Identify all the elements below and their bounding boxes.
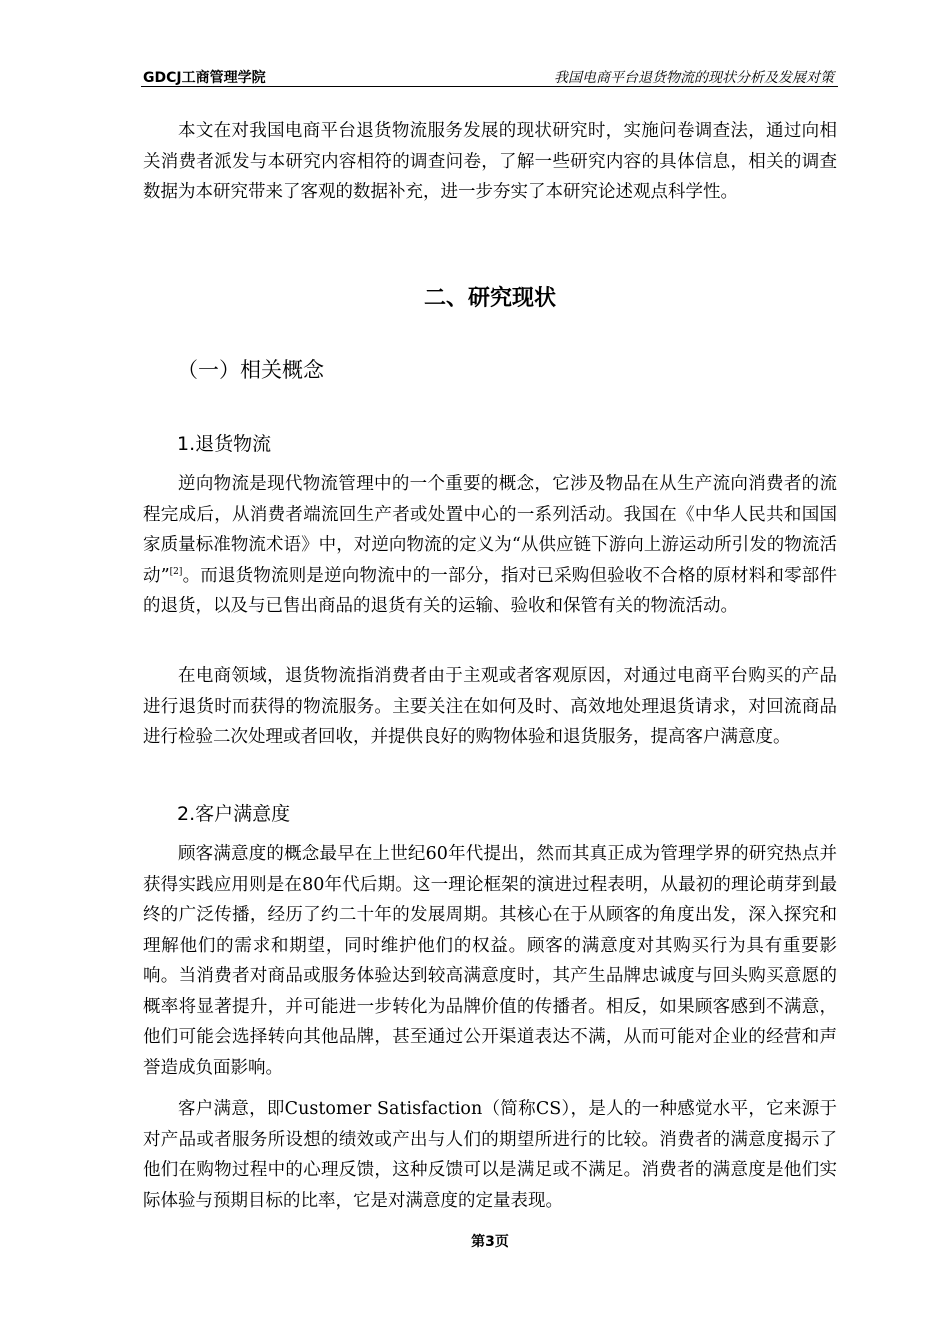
- paragraph-reverse-logistics: [143, 469, 837, 622]
- paragraph-ecommerce-returns: 在电商领域，退货物流指消费者由于主观或者客观原因，对通过电商平台购买的产品进行退货时而获得的物流服务。主要关注在如何及时、高效地处理退货请求，对回流商品进行检验二次处理或者回收，并提供良好的购物体验和退货服务，提高客户满意度。: [143, 666, 837, 747]
- subsection-title: （一）相关概念: [177, 358, 324, 382]
- section-title: 二、研究现状: [423, 286, 556, 311]
- heading-return-logistics: 1.退货物流: [177, 433, 272, 455]
- paragraph-text: 逆向物流是现代物流管理中的一个重要的概念，它涉及物品在从生产流向消费者的流程完成后，从消费者端流回生产者或处置中心的一系列活动。我国在《中华人民共和国国家质量标准物流术语》中，对逆向物流的定义为“从供应链下游向上游运动所引发的物流活动”: [143, 474, 837, 586]
- paragraph-satisfaction-history: 顾客满意度的概念最早在上世纪60年代提出，然而其真正成为管理学界的研究热点并获得实践应用则是在80年代后期。这一理论框架的演进过程表明，从最初的理论萌芽到最终的广泛传播，经历了约二十年的发展周期。其核心在于从顾客的角度出发，深入探究和理解他们的需求和期望，同时维护他们的权益。顾客的满意度对其购买行为具有重要影响。当消费者对商品或服务体验达到较高满意度时，其产生品牌忠诚度与回头购买意愿的概率将显著提升，并可能进一步转化为品牌价值的传播者。相反，如果顾客感到不满意，他们可能会选择转向其他品牌，甚至通过公开渠道表达不满，从而可能对企业的经营和声誉造成负面影响。: [143, 844, 837, 1078]
- header-school: GDCJ工商管理学院: [143, 70, 266, 86]
- intro-paragraph: 本文在对我国电商平台退货物流服务发展的现状研究时，实施问卷调查法，通过向相关消费者派发与本研究内容相符的调查问卷，了解一些研究内容的具体信息，相关的调查数据为本研究带来了客观的数据补充，进一步夯实了本研究论述观点科学性。: [143, 121, 837, 202]
- page-number: 第3页: [471, 1234, 509, 1250]
- citation-ref[interactable]: [2]: [169, 566, 183, 577]
- paragraph-satisfaction-definition: 客户满意，即Customer Satisfaction（简称CS），是人的一种感觉水平，它来源于对产品或者服务所设想的绩效或产出与人们的期望所进行的比较。消费者的满意度揭示了他们在购物过程中的心理反馈，这种反馈可以是满足或不满足。消费者的满意度是他们实际体验与预期目标的比率，它是对满意度的定量表现。: [143, 1099, 837, 1211]
- paragraph-text: 。而退货物流则是逆向物流中的一部分，指对已采购但验收不合格的原材料和零部件的退货，以及与已售出商品的退货有关的运输、验收和保管有关的物流活动。: [143, 565, 837, 616]
- heading-customer-satisfaction: 2.客户满意度: [177, 803, 291, 825]
- header-divider: [141, 86, 838, 87]
- header-paper-title: 我国电商平台退货物流的现状分析及发展对策: [554, 70, 834, 86]
